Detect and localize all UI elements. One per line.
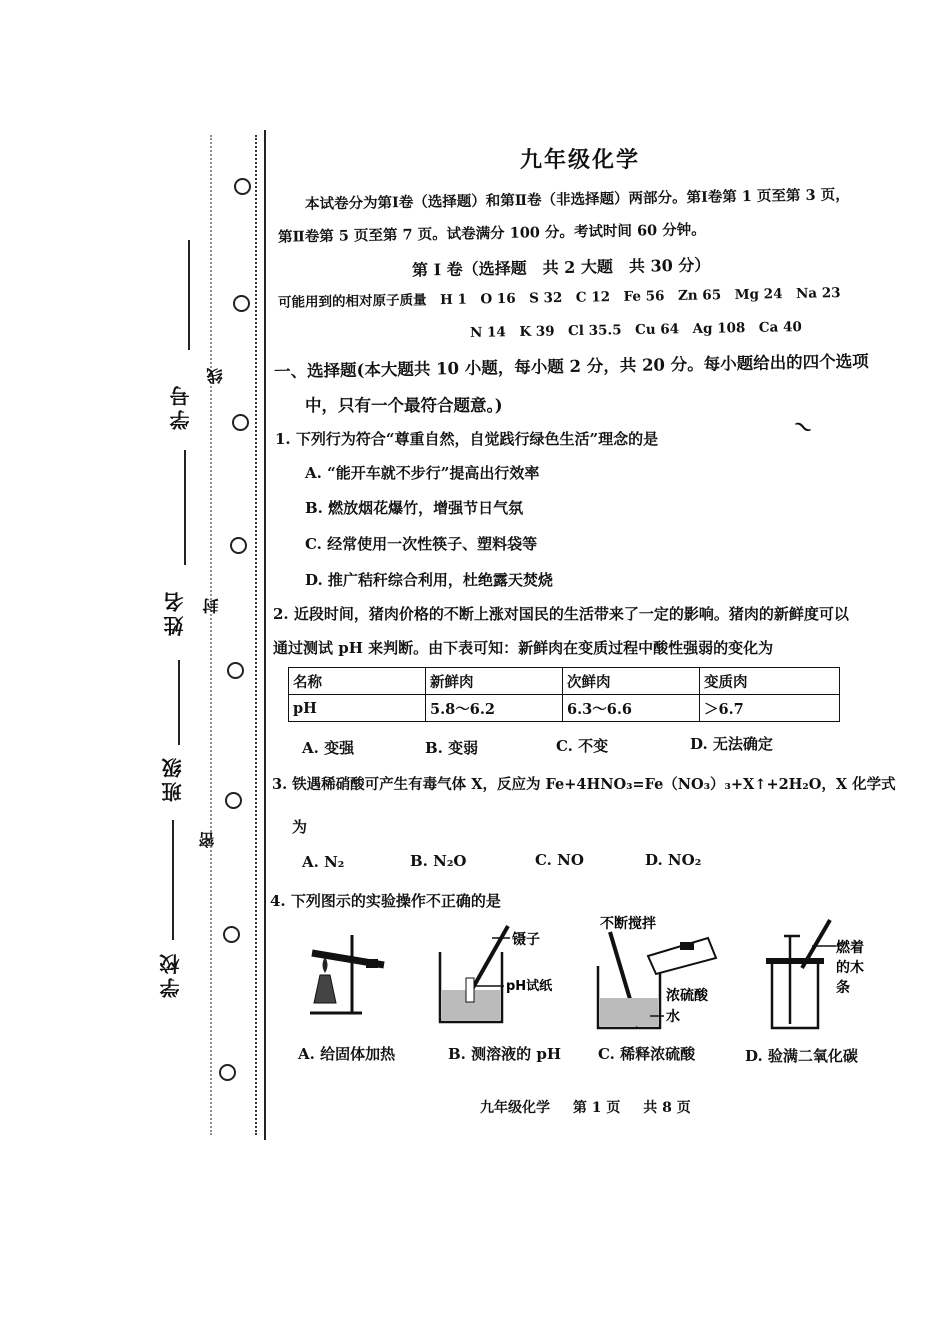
footer-subject: 九年级化学 [480, 1100, 550, 1116]
tube-clamp [366, 959, 378, 968]
exam-title: 九年级化学 [520, 147, 641, 173]
student-id-blank[interactable] [188, 240, 190, 350]
punch-hole [223, 926, 240, 943]
school-label: 学校 [159, 950, 183, 998]
seal-word-seal: 封 [202, 598, 221, 614]
atomic-masses-line-2: N 14 K 39 Cl 35.5 Cu 64 Ag 108 Ca 40 [469, 319, 802, 341]
section-heading-line-2: 中，只有一个最符合题意。) [305, 396, 503, 415]
atomic-masses-line-1: 可能用到的相对原子质量 H 1 O 16 S 32 C 12 Fe 56 Zn 65 Mg 24 Na 23 [277, 285, 841, 311]
section-heading-line-1: 一、选择题(本大题共 10 小题，每小题 2 分，共 20 分。每小题给出的四个选项 [273, 351, 869, 382]
tweezers-label: 镊子 [512, 932, 540, 948]
table-header-row [289, 668, 840, 695]
burning-splint-label: 的木 [836, 960, 864, 976]
q1-stem: 1. 下列行为符合“尊重自然，自觉践行绿色生活”理念的是 [275, 430, 659, 448]
figure-measure-ph [430, 918, 560, 1030]
stir-label: 不断搅拌 [600, 916, 656, 932]
class-label: 班级 [161, 754, 185, 802]
punch-hole [219, 1064, 236, 1081]
student-id-label: 学号 [169, 382, 193, 430]
q4-option-b[interactable]: B. 测溶液的 pH [448, 1045, 562, 1063]
punch-hole [232, 414, 249, 431]
q3-option-a[interactable]: A. N₂ [302, 853, 345, 871]
q2-stem-line-2: 通过测试 pH 来判断。由下表可知：新鲜肉在变质过程中酸性强弱的变化为 [273, 639, 774, 657]
flame [323, 957, 328, 973]
ph-paper [466, 978, 474, 1002]
table-cell: pH [289, 695, 426, 722]
q2-option-a[interactable]: A. 变强 [302, 739, 355, 757]
margin-dotted-line [210, 135, 212, 1135]
seal-word-secret: 密 [198, 832, 217, 848]
q1-option-c[interactable]: C. 经常使用一次性筷子、塑料袋等 [305, 535, 538, 553]
fold-line-solid [264, 130, 266, 1140]
alcohol-lamp [314, 975, 336, 1003]
q2-stem-line-1: 2. 近段时间，猪肉价格的不断上涨对国民的生活带来了一定的影响。猪肉的新鲜度可以 [273, 605, 849, 623]
seal-word-line: 线 [206, 368, 225, 384]
q2-option-d[interactable]: D. 无法确定 [690, 735, 773, 753]
table-cell: 5.8～6.2 [426, 695, 563, 722]
name-label: 姓名 [163, 588, 187, 636]
q4-option-c[interactable]: C. 稀释浓硫酸 [598, 1045, 696, 1063]
figure-co2-check [760, 916, 890, 1034]
punch-hole [225, 792, 242, 809]
table-cell: 次鲜肉 [563, 668, 700, 695]
part-title: 第 Ⅰ 卷（选择题 共 2 大题 共 30 分） [411, 255, 711, 280]
bottle-cover [766, 958, 824, 964]
intro-line-2: 第Ⅱ卷第 5 页至第 7 页。试卷满分 100 分。考试时间 60 分钟。 [277, 221, 706, 246]
acid-label: 浓硫酸 [666, 988, 708, 1004]
q1-option-a[interactable]: A. “能开车就不步行”提高出行效率 [305, 464, 540, 482]
footer-page: 第 1 页 [572, 1100, 621, 1116]
water [600, 998, 658, 1026]
q1-option-b[interactable]: B. 燃放烟花爆竹，增强节日气氛 [305, 499, 524, 517]
punch-hole [233, 295, 250, 312]
q3-stem-line-1: 3. 铁遇稀硝酸可产生有毒气体 X，反应为 Fe+4HNO₃=Fe（NO₃）₃+X↑+2H₂O，X 化学式 [272, 776, 896, 793]
fold-line-dotted [255, 135, 257, 1135]
table-cell: ＞6.7 [700, 695, 840, 722]
q1-option-d[interactable]: D. 推广秸秆综合利用，杜绝露天焚烧 [305, 571, 553, 589]
burning-splint-label: 条 [836, 980, 850, 996]
punch-hole [230, 537, 247, 554]
ph-table [288, 667, 840, 722]
q2-option-c[interactable]: C. 不变 [556, 737, 609, 755]
q4-stem: 4. 下列图示的实验操作不正确的是 [270, 892, 501, 910]
water-label: 水 [666, 1009, 680, 1025]
q4-option-a[interactable]: A. 给固体加热 [298, 1045, 396, 1063]
intro-line-1: 本试卷分为第Ⅰ卷（选择题）和第Ⅱ卷（非选择题）两部分。第Ⅰ卷第 1 页至第 3 页， [304, 186, 850, 213]
handwritten-mark: ~ [785, 408, 820, 446]
q3-option-c[interactable]: C. NO [535, 851, 584, 869]
name-blank[interactable] [184, 450, 186, 565]
table-cell: 变质肉 [700, 668, 840, 695]
figure-heating-solid [292, 925, 402, 1025]
q3-stem-line-2: 为 [292, 818, 308, 836]
punch-hole [227, 662, 244, 679]
table-cell: 名称 [289, 668, 426, 695]
q3-option-b[interactable]: B. N₂O [410, 852, 467, 870]
q4-option-d[interactable]: D. 验满二氧化碳 [745, 1047, 858, 1065]
bottle-label [680, 942, 694, 950]
page-footer [480, 1097, 709, 1117]
class-blank[interactable] [178, 660, 180, 745]
school-blank[interactable] [172, 820, 174, 940]
ph-paper-label: pH试纸 [506, 979, 553, 994]
q2-option-b[interactable]: B. 变弱 [425, 739, 479, 757]
q3-option-d[interactable]: D. NO₂ [645, 851, 702, 869]
table-cell: 新鲜肉 [426, 668, 563, 695]
table-cell: 6.3～6.6 [563, 695, 700, 722]
punch-hole [234, 178, 251, 195]
figure-dilute-acid [590, 912, 730, 1034]
gas-bottle [772, 964, 818, 1028]
table-row [289, 695, 840, 722]
burning-splint-label: 燃着 [836, 940, 864, 956]
footer-total: 共 8 页 [643, 1100, 691, 1116]
